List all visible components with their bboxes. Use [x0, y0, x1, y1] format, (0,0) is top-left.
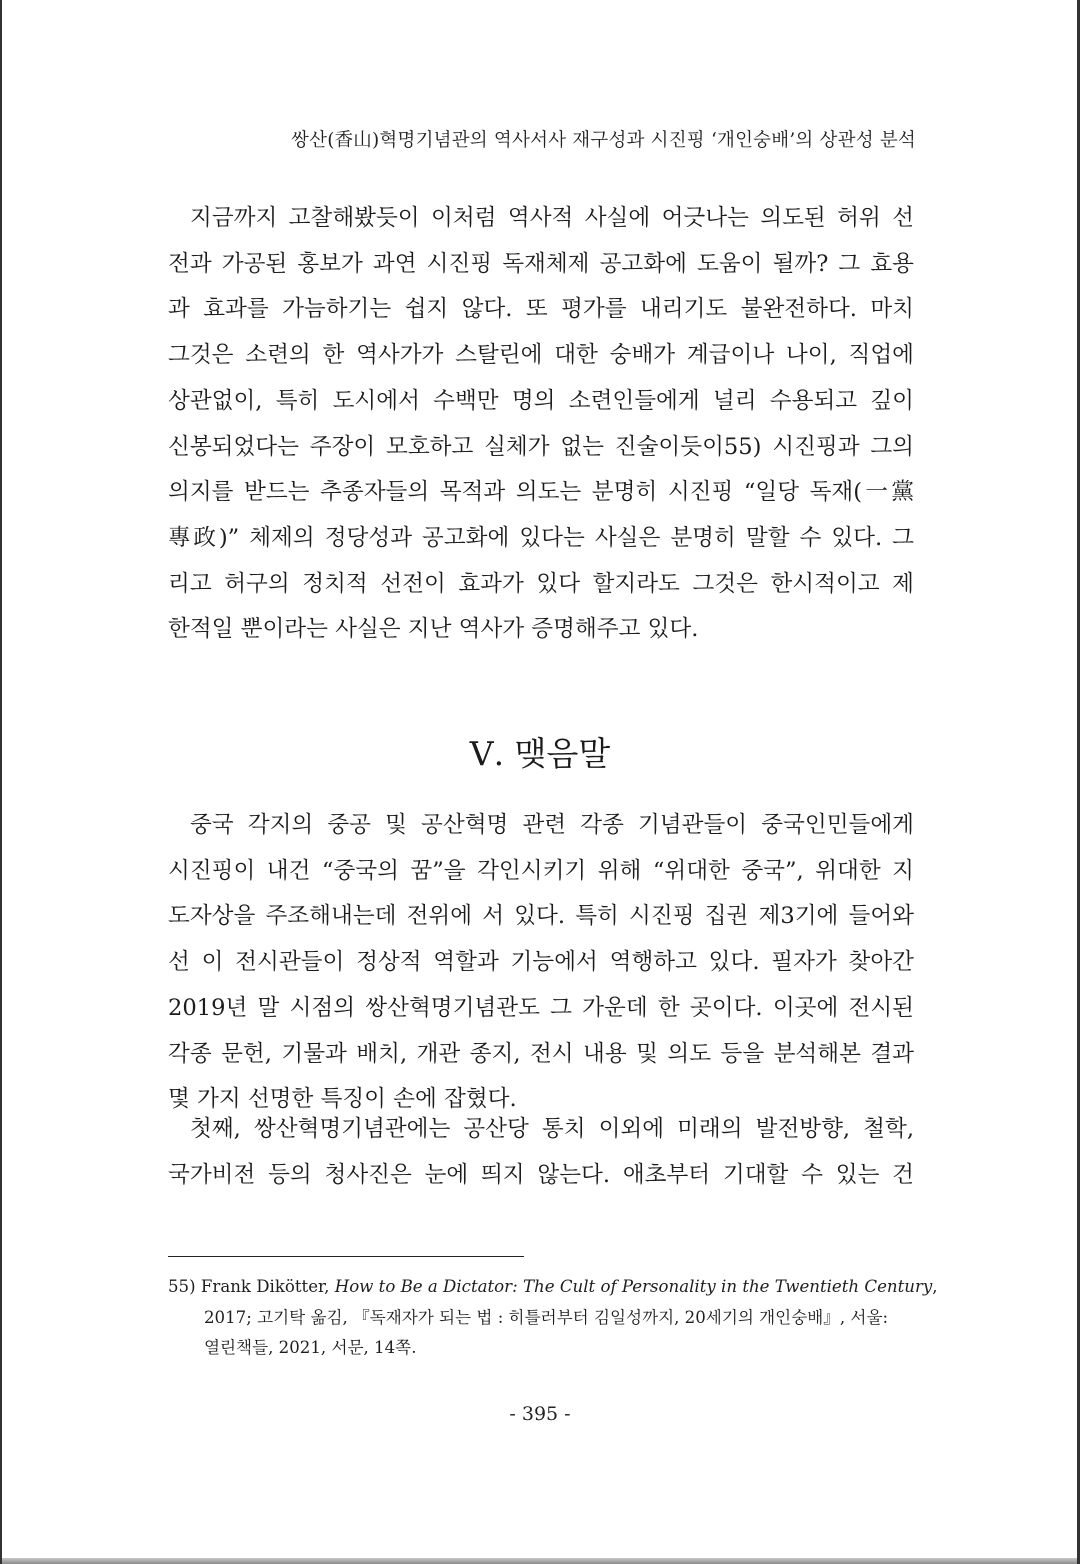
paragraph-line: 專政)” 체제의 정당성과 공고화에 있다는 사실은 분명히 말할 수 있다. 그: [168, 524, 914, 551]
footnote-number: 55): [168, 1277, 196, 1296]
paragraph-line: 신봉되었다는 주장이 모호하고 실체가 없는 진술이듯이55) 시진핑과 그의: [168, 433, 914, 460]
paragraph-line: 선 이 전시관들이 정상적 역할과 기능에서 역행하고 있다. 필자가 찾아간: [168, 949, 914, 976]
footnote-punctuation: ,: [932, 1277, 938, 1296]
paragraph-line: 중국 각지의 중공 및 공산혁명 관련 각종 기념관들이 중국인민들에게: [190, 812, 914, 838]
paragraph-line: 전과 가공된 홍보가 과연 시진핑 독재체제 공고화에 도움이 될까? 그 효용: [168, 250, 914, 277]
paragraph-line: 국가비전 등의 청사진은 눈에 띄지 않는다. 애초부터 기대할 수 있는 건: [168, 1161, 914, 1188]
footnote-divider: [168, 1256, 524, 1257]
section-title: Ⅴ. 맺음말: [469, 734, 611, 773]
footnote-line: 2017; 고기탁 옮김, 『독재자가 되는 법 : 히틀러부터 김일성까지, 20세기의 개인숭배』, 서울:: [204, 1307, 889, 1327]
footnote-55: [168, 1272, 938, 1364]
footnote-author: Frank Dikötter,: [200, 1277, 330, 1296]
paragraph-line: 몇 가지 선명한 특징이 손에 잡혔다.: [168, 1086, 517, 1113]
paragraph-1: [168, 196, 914, 653]
footnote-line: [168, 1272, 938, 1303]
footnote-line: 열린책들, 2021, 서문, 14쪽.: [204, 1338, 417, 1357]
page-number: - 395 -: [509, 1403, 571, 1425]
paragraph-line: 지금까지 고찰해봤듯이 이처럼 역사적 사실에 어긋나는 의도된 허위 선: [190, 205, 914, 231]
paragraph-line: 시진핑이 내건 “중국의 꿈”을 각인시키기 위해 “위대한 중국”, 위대한 지: [168, 857, 914, 884]
paragraph-line: 과 효과를 가늠하기는 쉽지 않다. 또 평가를 내리기도 불완전하다. 마치: [168, 296, 914, 323]
paragraph-line: 그것은 소련의 한 역사가가 스탈린에 대한 숭배가 계급이나 나이, 직업에: [168, 342, 914, 369]
paragraph-line: 상관없이, 특히 도시에서 수백만 명의 소련인들에게 널리 수용되고 깊이: [168, 387, 914, 414]
paragraph-3: [168, 1107, 914, 1198]
paragraph-line: 도자상을 주조해내는데 전위에 서 있다. 특히 시진핑 집권 제3기에 들어와: [168, 903, 914, 930]
paragraph-line: 한적일 뿐이라는 사실은 지난 역사가 증명해주고 있다.: [168, 616, 699, 643]
paragraph-line: 첫째, 쌍산혁명기념관에는 공산당 통치 이외에 미래의 발전방향, 철학,: [190, 1116, 914, 1142]
paragraph-line: 의지를 받드는 추종자들의 목적과 의도는 분명히 시진핑 “일당 독재(一黨: [168, 479, 914, 506]
paragraph-line: 리고 허구의 정치적 선전이 효과가 있다 할지라도 그것은 한시적이고 제: [168, 570, 914, 597]
running-header: 쌍산(香山)혁명기념관의 역사서사 재구성과 시진핑 ‘개인숭배’의 상관성 분석: [291, 130, 916, 151]
paragraph-line: 각종 문헌, 기물과 배치, 개관 종지, 전시 내용 및 의도 등을 분석해본 결과: [168, 1040, 915, 1067]
paragraph-line: 2019년 말 시점의 쌍산혁명기념관도 그 가운데 한 곳이다. 이곳에 전시된: [168, 994, 914, 1021]
footnote-book-title: How to Be a Dictator: The Cult of Personality in the Twentieth Century: [334, 1277, 933, 1296]
paragraph-2: [168, 803, 914, 1123]
